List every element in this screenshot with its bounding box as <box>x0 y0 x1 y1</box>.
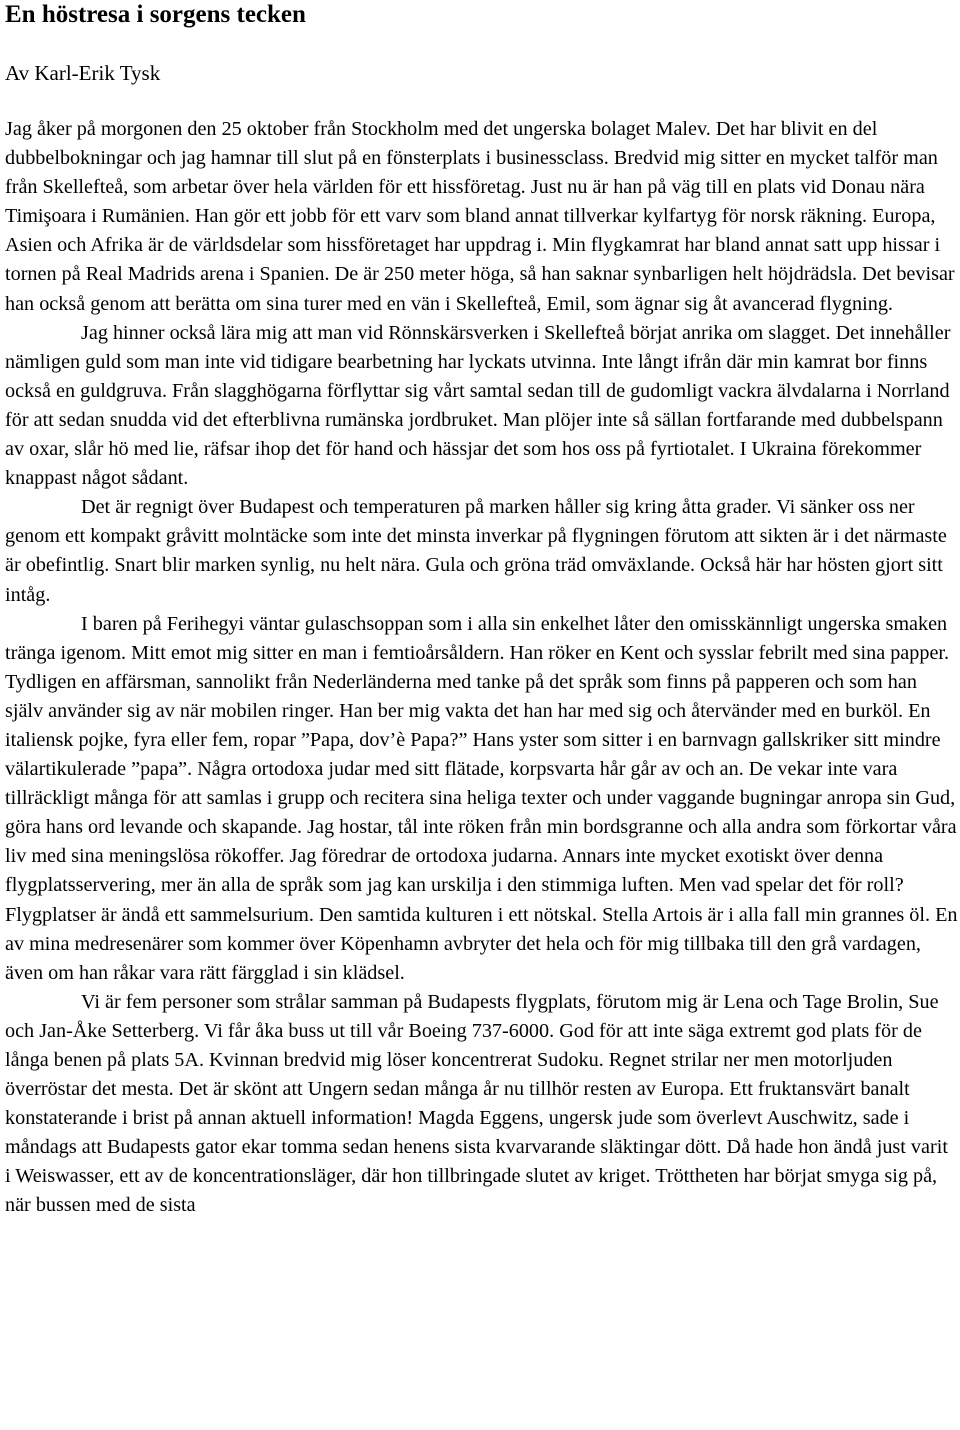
author-byline: Av Karl-Erik Tysk <box>5 61 161 85</box>
paragraph-2: Jag hinner också lära mig att man vid Rönnskärsverken i Skellefteå börjat anrika om slagget. Det innehåller nämligen guld som man inte vid tidigare bearbetning har lyckats utvinna. Inte långt ifrån där min kamrat bor finns också en guldgruva. Från slagghögarna förflyttar sig vårt samtal sedan till de gudomligt vackra älvdalarna i Norrland för att sedan snudda vid det efterblivna rumänska jordbruket. Man plöjer inte så sällan fortfarande med dubbelspann av oxar, slår hö med lie, räfsar ihop det för hand och hässjar det som hos oss på fyrtiotalet. I Ukraina förekommer knappast något sådant. <box>5 321 951 490</box>
paragraph-3: Det är regnigt över Budapest och temperaturen på marken håller sig kring åtta grader. Vi sänker oss ner genom ett kompakt gråvitt molntäcke som inte det minsta inverkar på flygningen förutom att sikten är i det närmaste är obefintlig. Snart blir marken synlig, nu helt nära. Gula och gröna träd omväxlande. Också här har hösten gjort sitt intåg. <box>5 496 947 606</box>
paragraph-4: I baren på Ferihegyi väntar gulaschsoppan som i alla sin enkelhet låter den omisskännligt ungerska smaken tränga igenom. Mitt emot mig sitter en man i femtioårsåldern. Han röker en Kent och sysslar febrilt med sina papper. Tydligen en affärsman, sannolikt från Nederländerna med tanke på det språk som finns på papperen och som han själv använder sig av när mobilen ringer. Han ber mig vakta det han har med sig och återvänder med en burköl. En italiensk pojke, fyra eller fem, ropar ”Papa, dov’è Papa?” Hans yster som sitter i en barnvagn gallskriker sitt mindre välartikulerade ”papa”. Några ortodoxa judar med sitt flätade, korpsvarta hår går av och an. De vekar inte vara tillräckligt många för att samlas i grupp och recitera sina heliga texter och under vaggande bugningar anropa sin Gud, göra hans ord levande och skapande. Jag hostar, tål inte röken från min bordsgranne och alla andra som förkortar våra liv med sina meningslösa rökoffer. Jag föredrar de ortodoxa judarna. Annars inte mycket exotiskt över denna flygplatsservering, mer än alla de språk som jag kan urskilja i den stimmiga luften. Men vad spelar det för roll? Flygplatser är ändå ett sammelsurium. Den samtida kulturen i ett nötskal. Stella Artois är i alla fall min grannes öl. En av mina medresenärer som kommer över Köpenhamn avbryter det hela och för mig tillbaka till den grå vardagen, även om han råkar vara rätt färgglad i sin klädsel. <box>5 612 958 984</box>
article-body <box>5 85 958 1221</box>
document-title: En höstresa i sorgens tecken <box>5 1 306 28</box>
document-page <box>5 0 958 1221</box>
paragraph-5: Vi är fem personer som strålar samman på Budapests flygplats, förutom mig är Lena och Tage Brolin, Sue och Jan-Åke Setterberg. Vi får åka buss ut till vår Boeing 737-6000. God för att inte säga extremt god plats för de långa benen på plats 5A. Kvinnan bredvid mig löser koncentrerat Sudoku. Regnet strilar ner men motorljuden överröstar det mesta. Det är skönt att Ungern sedan många år nu tillhör resten av Europa. Ett fruktansvärt banalt konstaterande i brist på annan aktuell information! Magda Eggens, ungersk jude som överlevt Auschwitz, sade i måndags att Budapests gator ekar tomma sedan henens sista kvarvarande släktingar dött. Då hade hon ändå just varit i Weiswasser, ett av de koncentrationsläger, där hon tillbringade slutet av kriget. Tröttheten har börjat smyga sig på, när bussen med de sista <box>5 990 948 1217</box>
paragraph-1: Jag åker på morgonen den 25 oktober från Stockholm med det ungerska bolaget Malev. Det har blivit en del dubbelbokningar och jag hamnar till slut på en fönsterplats i businessclass. Bredvid mig sitter en mycket talför man från Skellefteå, som arbetar över hela världen för ett hissföretag. Just nu är han på väg till en plats vid Donau nära Timişoara i Rumänien. Han gör ett jobb för ett varv som bland annat tillverkar kylfartyg för norsk räkning. Europa, Asien och Afrika är de världsdelar som hissföretaget har uppdrag i. Min flygkamrat har bland annat satt upp hissar i tornen på Real Madrids arena i Spanien. De är 250 meter höga, så han saknar synbarligen helt höjdrädsla. Det bevisar han också genom att berätta om sina turer med en vän i Skellefteå, Emil, som ägnar sig åt avancerad flygning. <box>5 118 955 315</box>
